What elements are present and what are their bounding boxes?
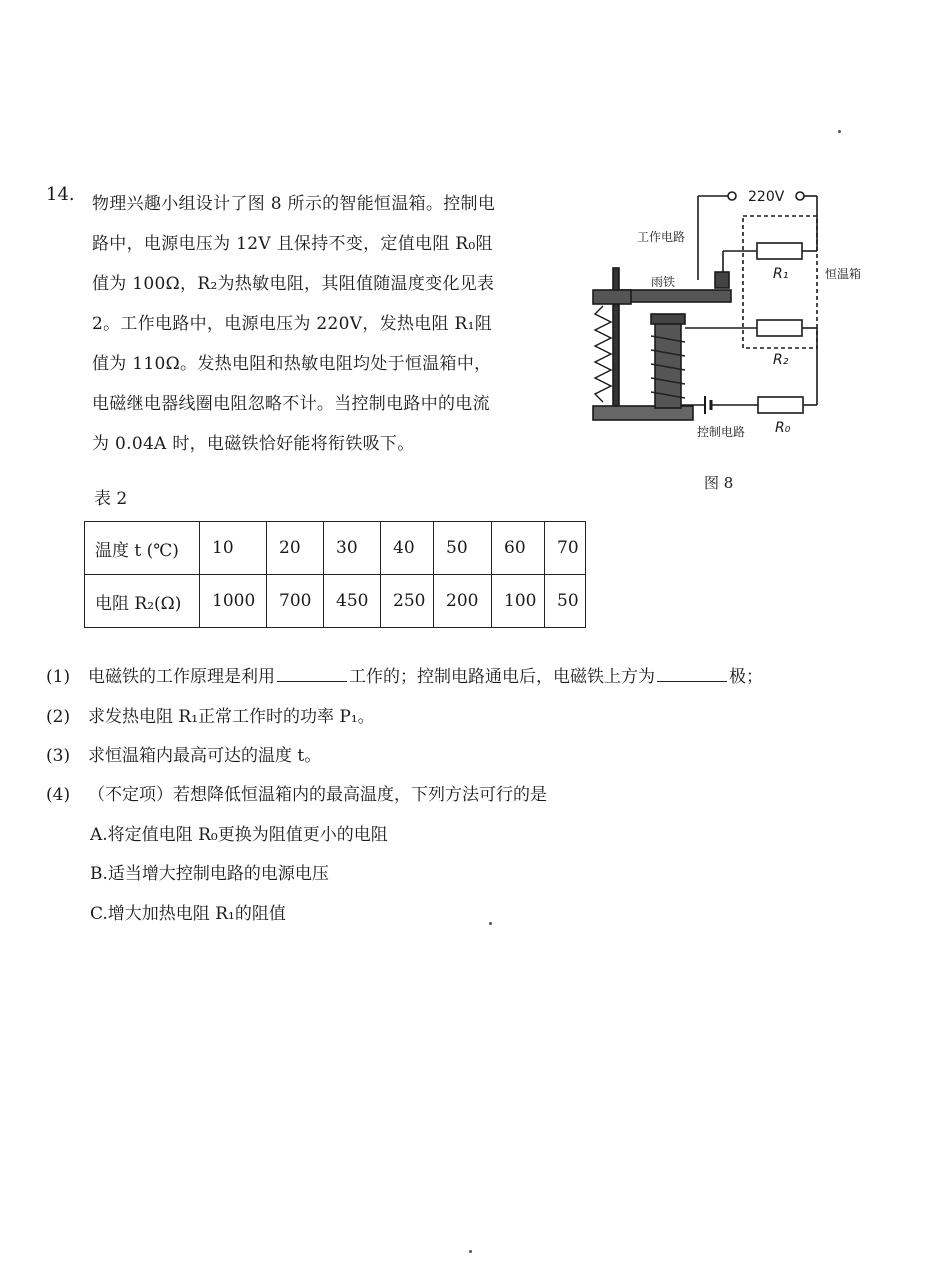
question-number: 14. <box>46 184 75 205</box>
subquestion-text: 求恒温箱内最高可达的温度 t。 <box>88 746 322 766</box>
table-cell: 10 <box>200 522 267 575</box>
subquestion-number: (2) <box>46 707 71 727</box>
table-cell: 450 <box>324 575 381 628</box>
terminal-right <box>796 192 804 200</box>
intro-line: 电磁继电器线圈电阻忽略不计。当控制电路中的电流 <box>92 394 490 414</box>
circuit-diagram <box>585 180 885 450</box>
table-row <box>85 522 586 575</box>
scan-speck <box>489 922 492 925</box>
subquestion-number: (4) <box>46 785 71 805</box>
r1-resistor <box>757 243 802 259</box>
row-header: 电阻 R₂(Ω) <box>85 575 200 628</box>
subquestion-3 <box>46 741 321 766</box>
subquestion-text: （不定项）若想降低恒温箱内的最高温度，下列方法可行的是 <box>88 785 547 805</box>
row-header: 温度 t (℃) <box>85 522 200 575</box>
subquestion-4 <box>46 780 547 805</box>
intro-line: 2。工作电路中，电源电压为 220V，发热电阻 R₁阻 <box>92 314 493 334</box>
intro-line: 为 0.04A 时，电磁铁恰好能将衔铁吸下。 <box>92 434 415 454</box>
answer-blank[interactable] <box>657 667 727 682</box>
r2-resistor <box>757 320 802 336</box>
table-cell: 50 <box>434 522 492 575</box>
table-cell: 60 <box>492 522 545 575</box>
scan-speck <box>469 1250 472 1253</box>
answer-blank[interactable] <box>277 667 347 682</box>
intro-line: 物理兴趣小组设计了图 8 所示的智能恒温箱。控制电 <box>92 194 496 214</box>
spring <box>595 306 611 402</box>
table-row <box>85 575 586 628</box>
option-b[interactable]: B.适当增大控制电路的电源电压 <box>90 864 329 884</box>
table-cell: 30 <box>324 522 381 575</box>
intro-line: 值为 110Ω。发热电阻和热敏电阻均处于恒温箱中， <box>92 354 492 374</box>
table-cell: 200 <box>434 575 492 628</box>
table-cell: 70 <box>545 522 586 575</box>
subquestion-number: (1) <box>46 667 71 687</box>
subquestion-2 <box>46 702 375 727</box>
intro-line: 值为 100Ω，R₂为热敏电阻，其阻值随温度变化见表 <box>92 274 495 294</box>
table-cell: 250 <box>381 575 434 628</box>
option-a[interactable]: A.将定值电阻 R₀更换为阻值更小的电阻 <box>90 825 388 845</box>
table-cell: 50 <box>545 575 586 628</box>
r0-label: R₀ <box>775 420 791 436</box>
question-intro <box>92 184 562 464</box>
scan-speck <box>838 130 841 133</box>
subquestion-number: (3) <box>46 746 71 766</box>
control-circuit-label: 控制电路 <box>697 425 746 439</box>
r1-label: R₁ <box>773 266 789 282</box>
voltage-label: 220V <box>748 189 785 205</box>
subquestion-text: 极； <box>729 667 763 687</box>
table-cell: 40 <box>381 522 434 575</box>
box-label: 恒温箱 <box>825 267 862 281</box>
table-cell: 700 <box>267 575 324 628</box>
figure-caption: 图 8 <box>704 474 734 492</box>
r2-label: R₂ <box>773 352 789 368</box>
table-cell: 20 <box>267 522 324 575</box>
subquestion-text: 电磁铁的工作原理是利用 <box>88 667 275 687</box>
data-table <box>84 521 586 628</box>
table-cell: 100 <box>492 575 545 628</box>
table-cell: 1000 <box>200 575 267 628</box>
terminal-left <box>728 192 736 200</box>
contact <box>715 272 729 288</box>
subquestion-1 <box>46 662 763 687</box>
intro-line: 路中，电源电压为 12V 且保持不变，定值电阻 R₀阻 <box>92 234 493 254</box>
r0-resistor <box>758 397 803 413</box>
armature <box>621 290 731 302</box>
work-circuit-label: 工作电路 <box>637 230 686 244</box>
table-caption: 表 2 <box>94 489 128 509</box>
subquestion-text: 工作的；控制电路通电后，电磁铁上方为 <box>349 667 655 687</box>
option-c[interactable]: C.增大加热电阻 R₁的阻值 <box>90 904 286 924</box>
subquestion-text: 求发热电阻 R₁正常工作时的功率 P₁。 <box>88 707 375 727</box>
armature-label: 雨铁 <box>651 275 676 289</box>
